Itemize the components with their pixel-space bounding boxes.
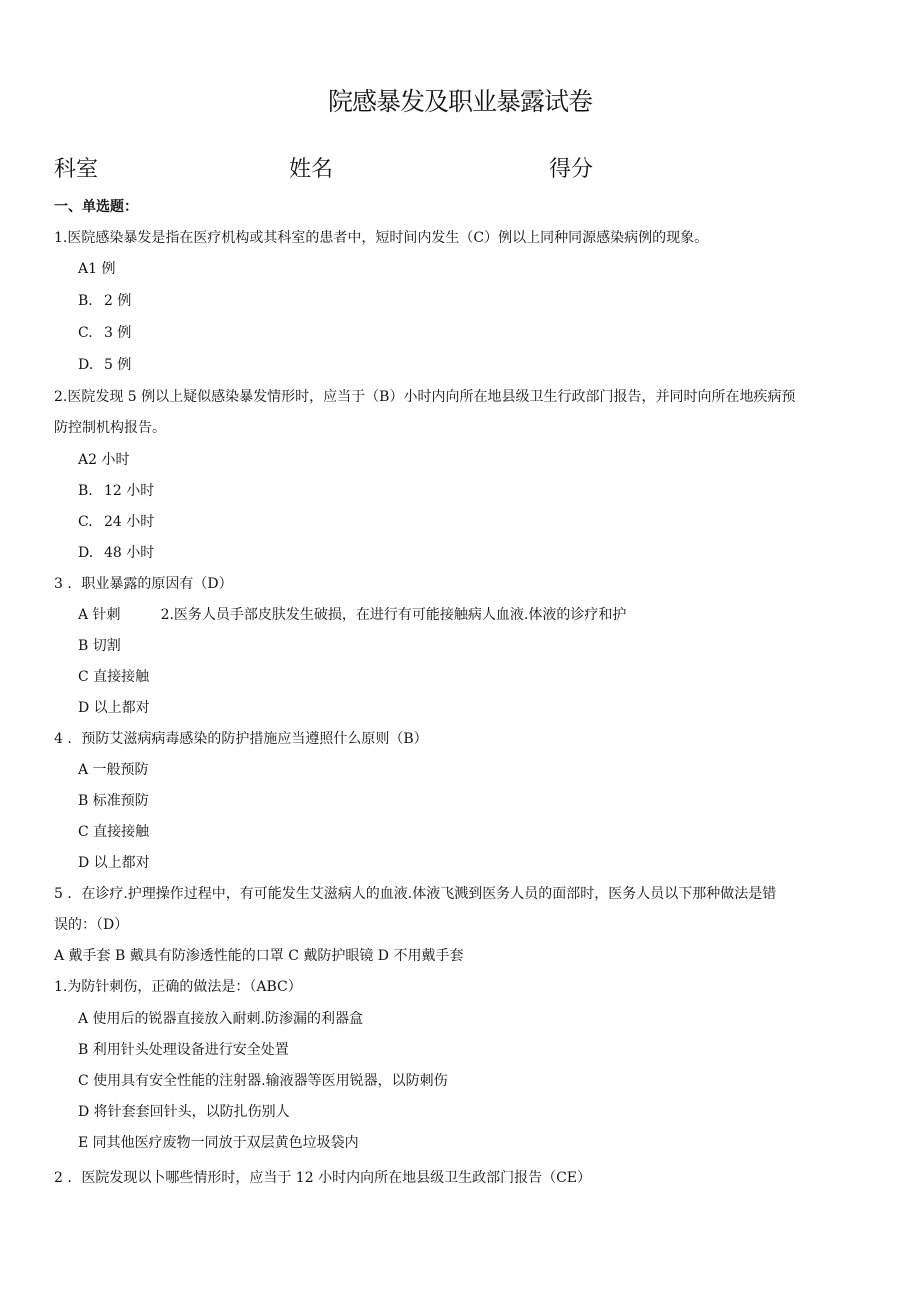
- question-2-option-c: [78, 512, 898, 532]
- question-2-stem-line-1: 2.医院发现 5 例以上疑似感染暴发情形时，应当于（B）小时内向所在地县级卫生行政部门报告，并同时向所在地疾病预: [54, 389, 796, 405]
- question-4-option-b: B 标准预防: [78, 793, 149, 809]
- question-2-stem-line-2: 防控制机构报告。: [54, 420, 166, 436]
- question-3-option-b: B 切割: [78, 638, 121, 654]
- option-text: 5 例: [104, 357, 132, 373]
- question-1-option-d: [78, 355, 898, 375]
- option-key: D.: [78, 545, 94, 561]
- multi-question-1-option-b: B 利用针头处理设备进行安全处置: [78, 1042, 289, 1058]
- section-heading: 一、单选题：: [54, 199, 138, 215]
- multi-question-1-stem: 1.为防针刺伤，正确的做法是：（ABC）: [54, 979, 302, 995]
- question-2-option-a: A2 小时: [78, 452, 130, 468]
- question-1-option-a: A1 例: [78, 261, 116, 277]
- option-key: B.: [78, 483, 93, 499]
- option-text: 12 小时: [104, 483, 155, 499]
- option-key: C.: [78, 514, 93, 530]
- option-key: B.: [78, 293, 93, 309]
- page-title: 院感暴发及职业暴露试卷: [327, 87, 592, 116]
- score-label: 得分: [549, 157, 594, 182]
- multi-question-1-option-a: A 使用后的锐器直接放入耐刺.防渗漏的利器盒: [78, 1011, 364, 1027]
- question-3-stem: 3 ．职业暴露的原因有（D）: [54, 576, 233, 592]
- question-4-stem: 4 ．预防艾滋病病毒感染的防护措施应当遵照什么原则（B）: [54, 731, 428, 747]
- question-1-option-c: [78, 323, 898, 343]
- question-5-stem-line-2: 误的：（D）: [54, 917, 129, 933]
- question-4-option-a: A 一般预防: [78, 762, 149, 778]
- option-text: 2 例: [104, 293, 132, 309]
- question-4-option-d: D 以上都对: [78, 855, 150, 871]
- option-text: 3 例: [104, 325, 132, 341]
- multi-question-2-stem: 2 ．医院发现以卜哪些情形时，应当于 12 小时内向所在地县级卫生政部门报告（CE）: [54, 1170, 592, 1186]
- question-3-option-d: D 以上都对: [78, 700, 150, 716]
- multi-question-1-option-e: E 同其他医疗废物一同放于双层黄色垃圾袋内: [78, 1135, 359, 1151]
- inline-note: 2.医务人员手部皮肤发生破损，在进行有可能接触病人血液.体液的诊疗和护: [160, 607, 627, 623]
- question-1-option-b: [78, 291, 898, 311]
- option-key: D.: [78, 357, 94, 373]
- dept-label: 科室: [54, 157, 99, 182]
- option-text: 24 小时: [104, 514, 155, 530]
- multi-question-1-option-c: C 使用具有安全性能的注射器.输液器等医用锐器，以防刺伤: [78, 1073, 448, 1089]
- option-key: C.: [78, 325, 93, 341]
- question-5-stem-line-1: 5 ．在诊疗.护理操作过程中，有可能发生艾滋病人的血液.体液飞溅到医务人员的面部时，医务人员以下那种做法是错: [54, 886, 777, 902]
- question-1-stem: 1.医院感染暴发是指在医疗机构或其科室的患者中，短时间内发生（C）例以上同种同源感染病例的现象。: [54, 230, 709, 246]
- question-5-options: A 戴手套 B 戴具有防渗透性能的口罩 C 戴防护眼镜 D 不用戴手套: [54, 948, 464, 964]
- option-text: A 针刺: [78, 607, 121, 623]
- question-2-option-b: [78, 481, 898, 501]
- question-3-option-c: C 直接接触: [78, 669, 150, 685]
- question-2-option-d: [78, 543, 898, 563]
- option-text: 48 小时: [104, 545, 155, 561]
- question-4-option-c: C 直接接触: [78, 824, 150, 840]
- name-label: 姓名: [289, 157, 334, 182]
- question-3-option-a: [78, 605, 898, 625]
- multi-question-1-option-d: D 将针套套回针头，以防扎伤别人: [78, 1104, 290, 1120]
